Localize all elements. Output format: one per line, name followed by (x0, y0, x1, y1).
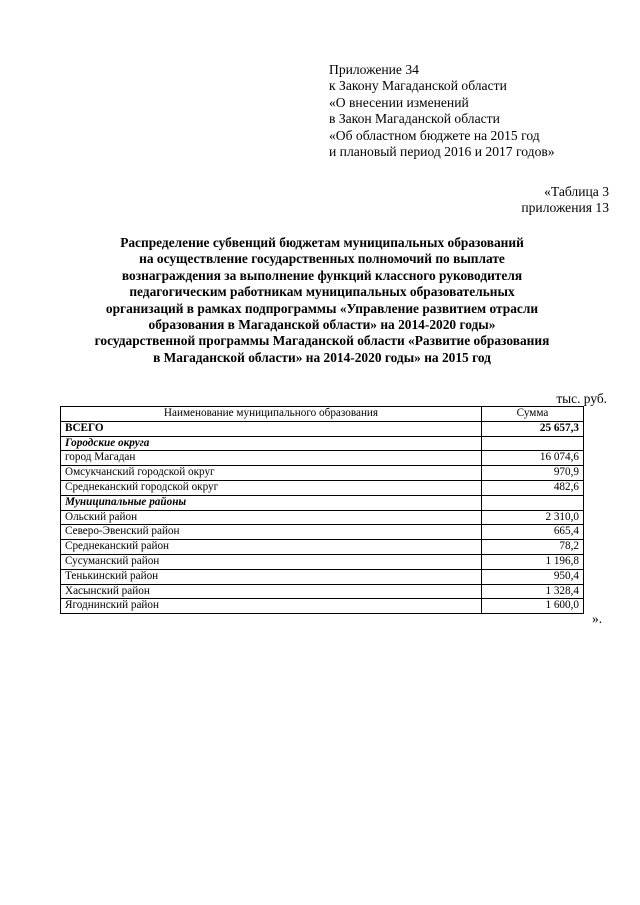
row-name: город Магадан (61, 451, 482, 466)
table-row (61, 569, 584, 584)
unit-label: тыс. руб. (556, 391, 607, 406)
row-name: Северо-Эвенский район (61, 525, 482, 540)
row-sum: 78,2 (482, 540, 584, 555)
table-row (61, 599, 584, 614)
title-line: на осуществление государственных полномочий по выплате (139, 251, 505, 267)
subvention-table (60, 406, 584, 614)
group-label: Городские округа (61, 436, 482, 451)
header-name: Наименование муниципального образования (61, 407, 482, 422)
row-sum: 482,6 (482, 480, 584, 495)
appendix-line: в Закон Магаданской области (329, 111, 500, 127)
row-name: Ольский район (61, 510, 482, 525)
row-sum: 950,4 (482, 569, 584, 584)
table-row (61, 554, 584, 569)
row-name: Среднеканский район (61, 540, 482, 555)
table-reference-line: приложения 13 (521, 200, 609, 216)
document-title (60, 235, 584, 366)
row-sum: 665,4 (482, 525, 584, 540)
row-sum: 970,9 (482, 466, 584, 481)
row-name: Ягоднинский район (61, 599, 482, 614)
appendix-line: к Закону Магаданской области (329, 78, 507, 94)
table-reference (521, 184, 609, 217)
group-label: Муниципальные районы (61, 495, 482, 510)
title-line: вознаграждения за выполнение функций классного руководителя (121, 267, 523, 283)
row-name: Сусуманский район (61, 554, 482, 569)
table-row (61, 510, 584, 525)
table-row (61, 480, 584, 495)
title-line: организаций в рамках подпрограммы «Управление развитием отрасли (105, 300, 539, 316)
group-row (61, 495, 584, 510)
table-reference-line: «Таблица 3 (544, 184, 609, 199)
table-row (61, 540, 584, 555)
table-row (61, 525, 584, 540)
group-sum-empty (482, 495, 584, 510)
row-sum: 16 074,6 (482, 451, 584, 466)
appendix-header (329, 62, 555, 160)
total-label: ВСЕГО (61, 421, 482, 436)
title-line: педагогическим работникам муниципальных образовательных (129, 284, 515, 300)
appendix-line: и плановый период 2016 и 2017 годов» (329, 144, 555, 160)
title-line: в Магаданской области» на 2014-2020 годы» на 2015 год (153, 349, 491, 365)
table-header-row (61, 407, 584, 422)
total-sum: 25 657,3 (482, 421, 584, 436)
row-name: Хасынский район (61, 584, 482, 599)
appendix-line: «О внесении изменений (329, 94, 469, 110)
group-sum-empty (482, 436, 584, 451)
row-name: Омсукчанский городской округ (61, 466, 482, 481)
closing-quote: ». (592, 611, 603, 626)
row-sum: 2 310,0 (482, 510, 584, 525)
title-line: государственной программы Магаданской области «Развитие образования (94, 333, 550, 349)
row-name: Среднеканский городской округ (61, 480, 482, 495)
appendix-line: «Об областном бюджете на 2015 год (329, 127, 540, 143)
title-line: образования в Магаданской области» на 2014-2020 годы» (148, 317, 496, 333)
title-line: Распределение субвенций бюджетам муниципальных образований (120, 235, 524, 250)
row-sum: 1 600,0 (482, 599, 584, 614)
table-row (61, 466, 584, 481)
table-row (61, 584, 584, 599)
table-row (61, 451, 584, 466)
group-row (61, 436, 584, 451)
total-row (61, 421, 584, 436)
appendix-line: Приложение 34 (329, 62, 419, 77)
row-name: Тенькинский район (61, 569, 482, 584)
row-sum: 1 328,4 (482, 584, 584, 599)
row-sum: 1 196,8 (482, 554, 584, 569)
header-sum: Сумма (482, 407, 584, 422)
